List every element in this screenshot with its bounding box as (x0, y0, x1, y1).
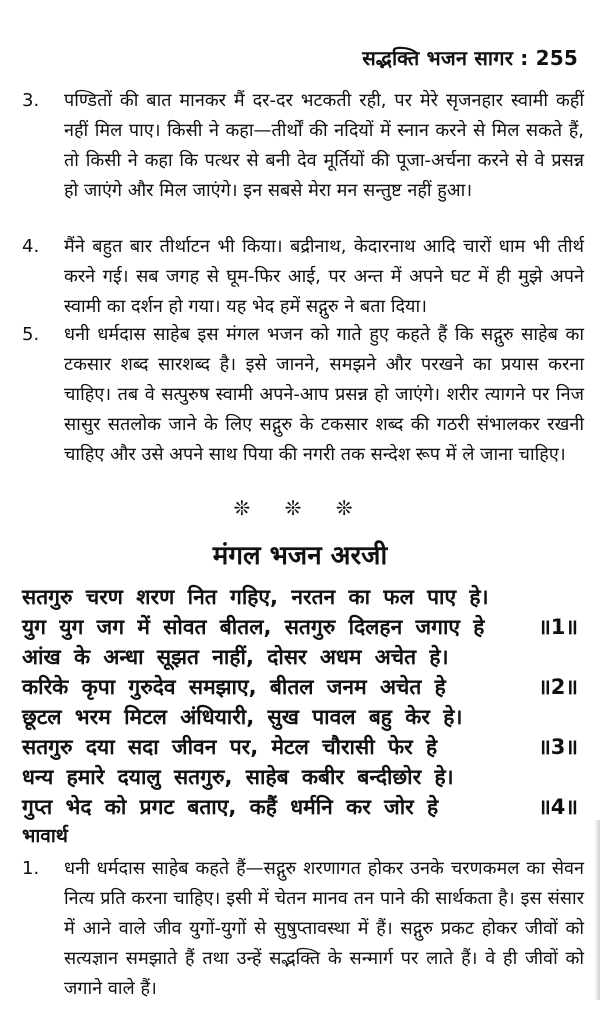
verse-line (22, 642, 578, 672)
verse-number: ॥2॥ (538, 675, 578, 699)
verse-text: छूटल भरम मिटल अंधियारी, सुख पावल बहु केर हे। (22, 705, 463, 729)
verse-text: धन्य हमारे दयालु सतगुरु, साहेब कबीर बन्दीछोर हे। (22, 765, 454, 789)
verse-text: सतगुरु चरण शरण नित गहिए, नरतन का फल पाए हे। (22, 585, 489, 609)
list-item (22, 320, 584, 470)
verse-line (22, 672, 578, 702)
item-number: 3. (22, 90, 40, 111)
verse-text: करिके कृपा गुरुदेव समझाए, बीतल जनम अचेत हे (22, 675, 446, 699)
list-item (22, 86, 584, 206)
verse-text: सतगुरु दया सदा जीवन पर, मेटल चौरासी फेर हे (22, 735, 438, 759)
verse-text: गुप्त भेद को प्रगट बताए, कहैं धर्मनि कर जोर हे (22, 795, 439, 819)
verse-line (22, 732, 578, 762)
verse-text: आंख के अन्धा सूझत नाहीं, दोसर अधम अचेत हे। (22, 645, 449, 669)
verse-number: ॥3॥ (538, 735, 578, 759)
item-text: धनी धर्मदास साहेब कहते हैं—सद्गुरु शरणागत होकर उनके चरणकमल का सेवन नित्य प्रति करना चाहिए। इसी में चेतन मानव तन पाने की सार्थकता है। इस संसार में आने वाले जीव युगों-युगों से सुषुप्तावस्था में हैं। सद्गुरु प्रकट होकर जीवों को सत्यज्ञान समझाते हैं तथा उन्हें सद्भक्ति के सन्मार्ग पर लाते हैं। वे ही जीवों को जगाने वाले हैं। (64, 858, 584, 999)
section-title: मंगल भजन अरजी (212, 541, 388, 571)
item-text: मैंने बहुत बार तीर्थाटन भी किया। बद्रीनाथ, केदारनाथ आदि चारों धाम भी तीर्थ करने गई। सब जगह से घूम-फिर आई, पर अन्त में अपने घट में ही मुझे अपने स्वामी का दर्शन हो गया। यह भेद हमें सद्गुरु ने बता दिया। (64, 236, 584, 317)
verse-line (22, 612, 578, 642)
verse-text: युग युग जग में सोवत बीतल, सतगुरु दिलहन जगाए हे (22, 615, 485, 639)
verse-number: ॥4॥ (538, 795, 578, 819)
verse-line (22, 792, 578, 822)
item-text: पण्डितों की बात मानकर मैं दर-दर भटकती रही, पर मेरे सृजनहार स्वामी कहीं नहीं मिल पाए। किसी ने कहा—तीर्थों की नदियों में स्नान करने से मिल सकते हैं, तो किसी ने कहा कि पत्थर से बनी देव मूर्तियों की पूजा-अर्चना करने से वे प्रसन्न हो जाएंगे और मिल जाएंगे। इन सबसे मेरा मन सन्तुष्ट नहीं हुआ। (64, 90, 584, 201)
verse-line (22, 582, 578, 612)
section-ornament: ❊ ❊ ❊ (233, 496, 367, 520)
item-number: 1. (22, 858, 40, 879)
bhavarth-heading: भावार्थ (22, 825, 68, 847)
verse-line (22, 702, 578, 732)
item-number: 5. (22, 324, 40, 345)
page-gutter-shadow (594, 820, 600, 1000)
item-number: 4. (22, 236, 40, 257)
verse-number: ॥1॥ (538, 615, 578, 639)
list-item (22, 854, 584, 1004)
list-item (22, 232, 584, 322)
verse-line (22, 762, 578, 792)
item-text: धनी धर्मदास साहेब इस मंगल भजन को गाते हुए कहते हैं कि सद्गुरु साहेब का टकसार शब्द सारशब्द है। इसे जानने, समझने और परखने का प्रयास करना चाहिए। तब वे सत्पुरुष स्वामी अपने-आप प्रसन्न हो जाएंगे। शरीर त्यागने पर निज सासुर सतलोक जाने के लिए सद्गुरु के टकसार शब्द की गठरी संभालकर रखनी चाहिए और उसे अपने साथ पिया की नगरी तक सन्देश रूप में ले जाना चाहिए। (64, 324, 584, 465)
running-header: सद्भक्ति भजन सागर : 255 (362, 46, 578, 70)
